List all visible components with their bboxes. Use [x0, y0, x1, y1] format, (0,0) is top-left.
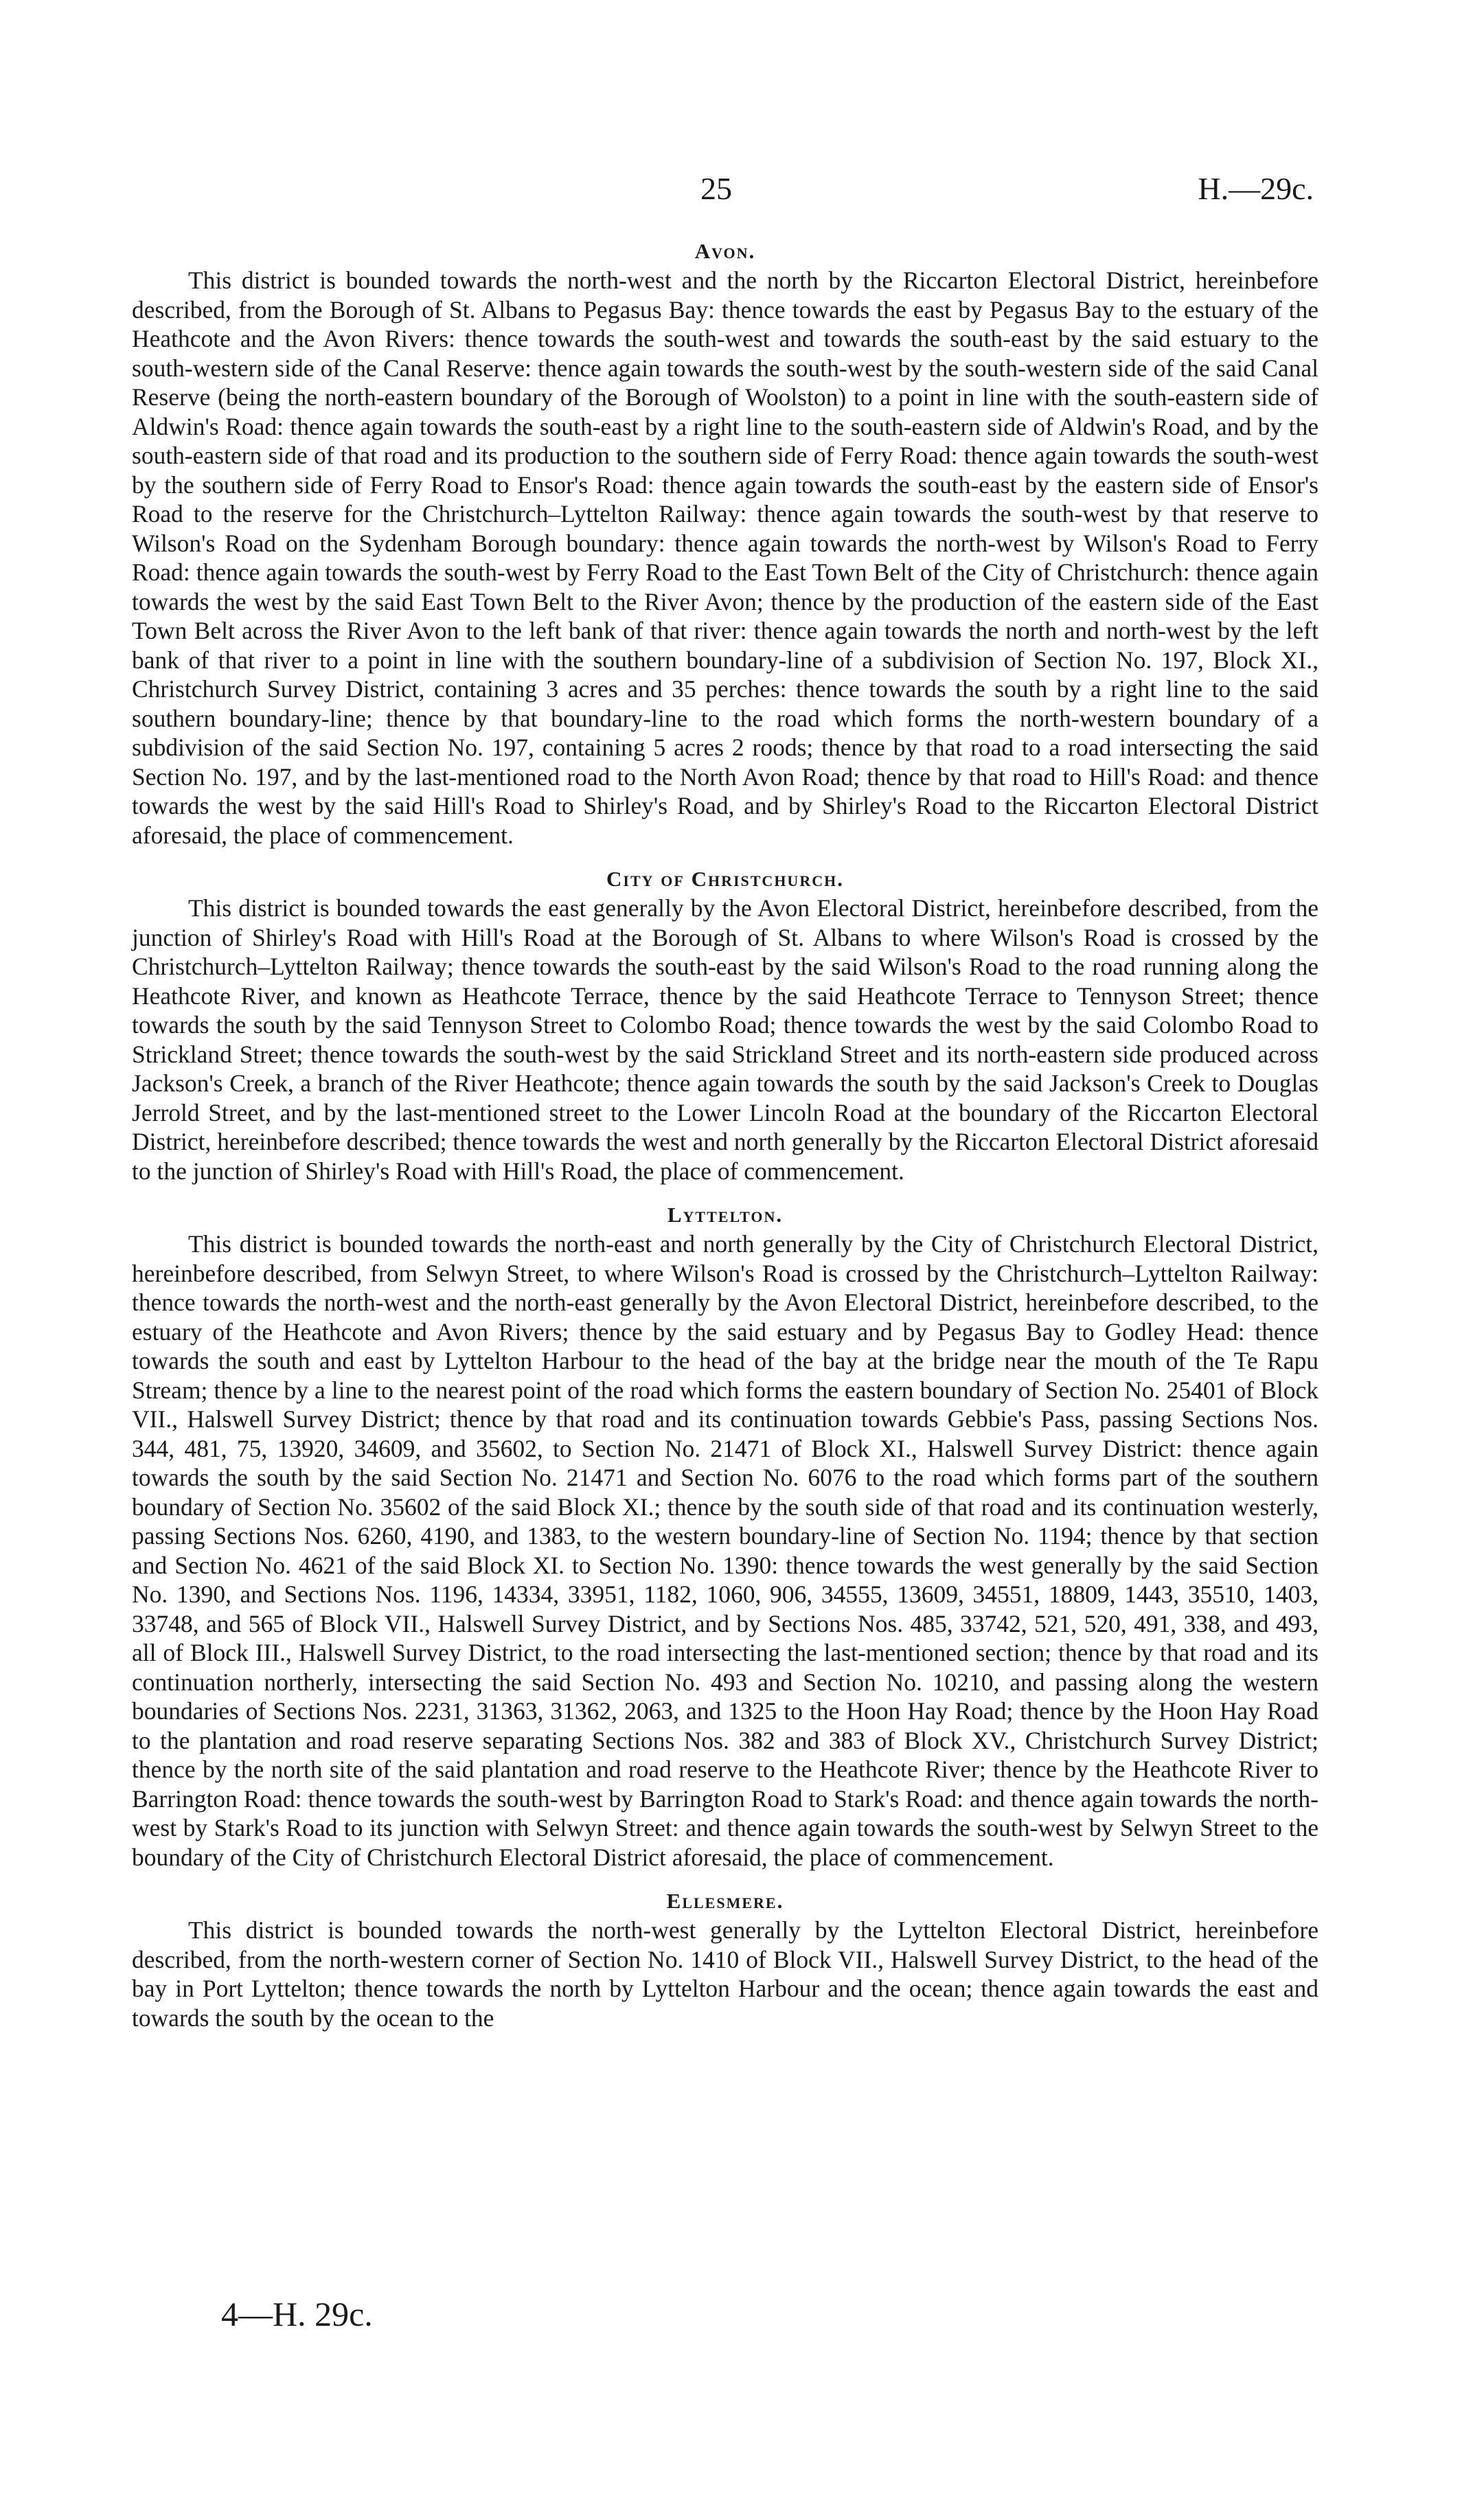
section-heading: Ellesmere. [666, 1889, 784, 1913]
section-heading: City of Christchurch. [606, 867, 844, 891]
section-city-of-christchurch [132, 865, 1319, 1186]
section-lyttelton [132, 1201, 1319, 1872]
section-body: This district is bounded towards the north-east and north generally by the City of Christchurch Electoral District, hereinbefore described, from Selwyn Street, to where Wilson's Road is crossed by the Christchurch–Lyttelton Railway: thence towards the north-west and the north-east generally by the Avon Electoral District, hereinbefore described, to the estuary of the Heathcote and Avon Rivers; thence by the said estuary and by Pegasus Bay to Godley Head: thence towards the south and east by Lyttelton Harbour to the head of the bay at the bridge near the mouth of the Te Rapu Stream; thence by a line to the nearest point of the road which forms the eastern boundary of Section No. 25401 of Block VII., Halswell Survey District; thence by that road and its continuation towards Gebbie's Pass, passing Sections Nos. 344, 481, 75, 13920, 34609, and 35602, to Section No. 21471 of Block XI., Halswell Survey District: thence again towards the south by the said Section No. 21471 and Section No. 6076 to the road which forms part of the southern boundary of Section No. 35602 of the said Block XI.; thence by the south side of that road and its continuation westerly, passing Sections Nos. 6260, 4190, and 1383, to the western boundary-line of Section No. 1194; thence by that section and Section No. 4621 of the said Block XI. to Section No. 1390: thence towards the west generally by the said Section No. 1390, and Sections Nos. 1196, 14334, 33951, 1182, 1060, 906, 34555, 13609, 34551, 18809, 1443, 35510, 1403, 33748, and 565 of Block VII., Halswell Survey District, and by Sections Nos. 485, 33742, 521, 520, 491, 338, and 493, all of Block III., Halswell Survey District, to the road intersecting the last-mentioned section; thence by that road and its continuation northerly, intersecting the said Section No. 493 and Section No. 10210, and passing along the western boundaries of Sections Nos. 2231, 31363, 31362, 2063, and 1325 to the Hoon Hay Road; thence by the Hoon Hay Road to the plantation and road reserve separating Sections Nos. 382 and 383 of Block XV., Christchurch Survey District; thence by the north site of the said plantation and road reserve to the Heathcote River; thence by the Heathcote River to Barrington Road: thence towards the south-west by Barrington Road to Stark's Road: and thence again towards the north-west by Stark's Road to its junction with Selwyn Street: and thence again towards the south-west by Selwyn Street to the boundary of the City of Christchurch Electoral District aforesaid, the place of commencement. [132, 1230, 1319, 1871]
printer-signature-mark: 4—H. 29c. [221, 2295, 373, 2333]
section-heading: Lyttelton. [667, 1203, 784, 1227]
section-body: This district is bounded towards the east generally by the Avon Electoral District, hereinbefore described, from the junction of Shirley's Road with Hill's Road at the Borough of St. Albans to where Wilson's Road is crossed by the Christchurch–Lyttelton Railway; thence towards the south-east by the said Wilson's Road to the road running along the Heathcote River, and known as Heathcote Terrace, thence by the said Heathcote Terrace to Tennyson Street; thence towards the south by the said Tennyson Street to Colombo Road; thence towards the west by the said Colombo Road to Strickland Street; thence towards the south-west by the said Strickland Street and its north-eastern side produced across Jackson's Creek, a branch of the River Heathcote; thence again towards the south by the said Jackson's Creek to Douglas Jerrold Street, and by the last-mentioned street to the Lower Lincoln Road at the boundary of the Riccarton Electoral District, hereinbefore described; thence towards the west and north generally by the Riccarton Electoral District aforesaid to the junction of Shirley's Road with Hill's Road, the place of commencement. [132, 894, 1319, 1185]
running-head [0, 170, 1484, 218]
section-body: This district is bounded towards the north-west generally by the Lyttelton Electoral District, hereinbefore described, from the north-western corner of Section No. 1410 of Block VII., Halswell Survey District, to the head of the bay in Port Lyttelton; thence towards the north by Lyttelton Harbour and the ocean; thence again towards the east and towards the south by the ocean to the [132, 1916, 1319, 2032]
document-content [132, 237, 1319, 2047]
page-number: 25 [700, 171, 732, 206]
section-body: This district is bounded towards the north-west and the north by the Riccarton Electoral District, hereinbefore described, from the Borough of St. Albans to Pegasus Bay: thence towards the east by Pegasus Bay to the estuary of the Heathcote and the Avon Rivers: thence towards the south-west and towards the south-east by the said estuary to the south-western side of the Canal Reserve: thence again towards the south-west by the south-western side of the said Canal Reserve (being the north-eastern boundary of the Borough of Woolston) to a point in line with the south-eastern side of Aldwin's Road: thence again towards the south-east by a right line to the south-eastern side of Aldwin's Road, and by the south-eastern side of that road and its production to the southern side of Ferry Road: thence again towards the south-west by the southern side of Ferry Road to Ensor's Road: thence again towards the south-east by the eastern side of Ensor's Road to the reserve for the Christchurch–Lyttelton Railway: thence again towards the south-west by that reserve to Wilson's Road on the Sydenham Borough boundary: thence again towards the north-west by Wilson's Road to Ferry Road: thence again towards the south-west by Ferry Road to the East Town Belt of the City of Christchurch: thence again towards the west by the said East Town Belt to the River Avon; thence by the production of the eastern side of the East Town Belt across the River Avon to the left bank of that river: thence again towards the north and north-west by the left bank of that river to a point in line with the southern boundary-line of a subdivision of Section No. 197, Block XI., Christchurch Survey District, containing 3 acres and 35 perches: thence towards the south by a right line to the said southern boundary-line; thence by that boundary-line to the road which forms the north-western boundary of a subdivision of the said Section No. 197, containing 5 acres 2 roods; thence by that road to a road intersecting the said Section No. 197, and by the last-mentioned road to the North Avon Road; thence by that road to Hill's Road: and thence towards the west by the said Hill's Road to Shirley's Road, and by Shirley's Road to the Riccarton Electoral District aforesaid, the place of commencement. [132, 266, 1319, 849]
section-heading: Avon. [694, 239, 756, 263]
section-avon [132, 237, 1319, 850]
section-ellesmere [132, 1887, 1319, 2032]
paper-reference: H.—29c. [1198, 171, 1314, 206]
